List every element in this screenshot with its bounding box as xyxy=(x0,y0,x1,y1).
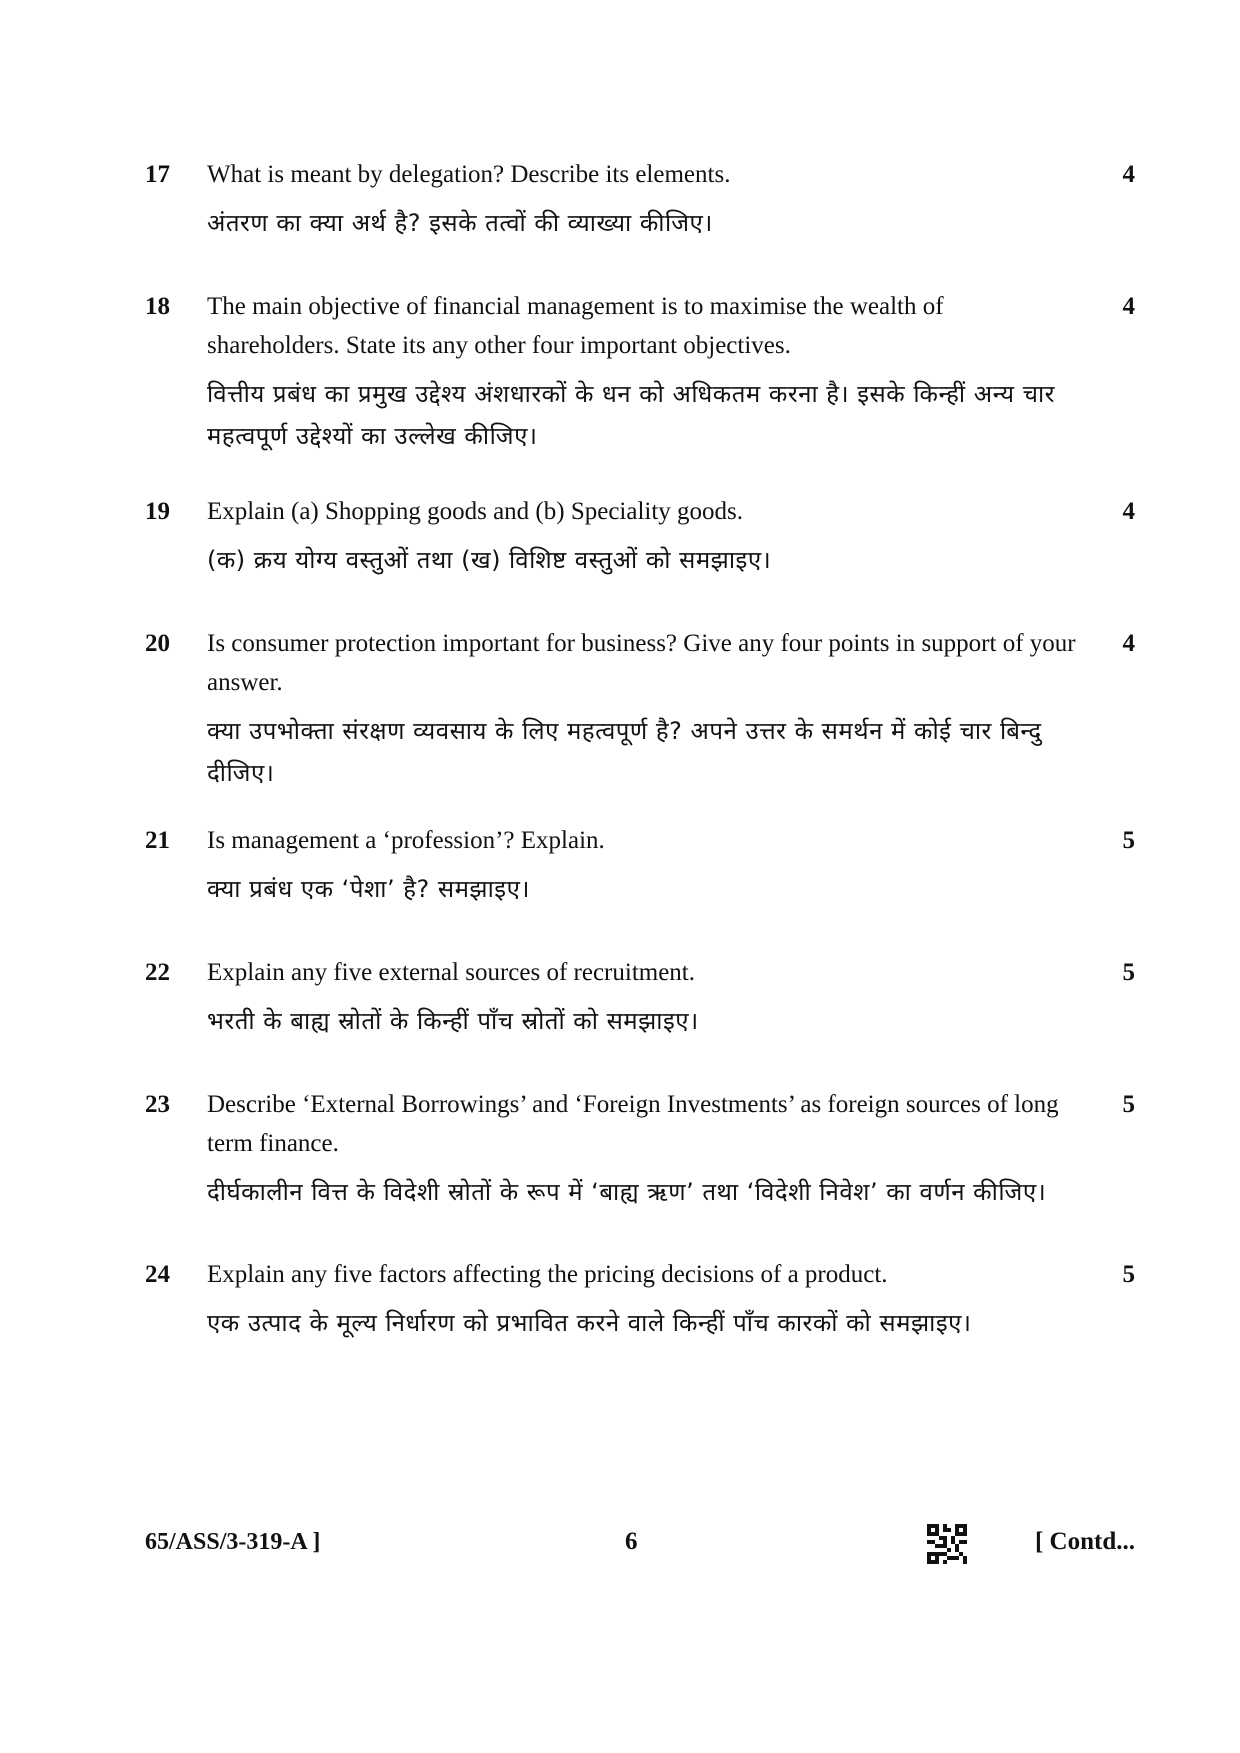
question-text-english: The main objective of financial management is to maximise the wealth of shareholders. State its any other four important objectives. xyxy=(207,293,944,359)
question-text-english: Explain any five factors affecting the pricing decisions of a product. xyxy=(207,1261,888,1288)
question-text-english: Explain (a) Shopping goods and (b) Speciality goods. xyxy=(207,498,744,525)
question-18 xyxy=(145,287,1135,457)
question-text-hindi: भरती के बाह्य स्रोतों के किन्हीं पाँच स्रोतों को समझाइए। xyxy=(207,1007,699,1035)
question-text-english: Is consumer protection important for business? Give any four points in support of your answer. xyxy=(207,630,1076,696)
question-marks: 4 xyxy=(1122,293,1135,320)
question-number: 19 xyxy=(145,498,170,525)
question-19 xyxy=(145,492,1135,581)
question-text-hindi: क्या प्रबंध एक ‘पेशा’ है? समझाइए। xyxy=(207,875,530,903)
question-number: 23 xyxy=(145,1091,170,1118)
question-text-hindi: वित्तीय प्रबंध का प्रमुख उद्देश्य अंशधारकों के धन को अधिकतम करना है। इसके किन्हीं अन्य चार महत्वपूर्ण उद्देश्यों का उल्लेख कीजिए। xyxy=(207,380,1055,450)
question-marks: 5 xyxy=(1122,959,1135,986)
question-number: 24 xyxy=(145,1261,170,1288)
question-text-english: Describe ‘External Borrowings’ and ‘Foreign Investments’ as foreign sources of long term finance. xyxy=(207,1091,1059,1157)
question-24 xyxy=(145,1255,1135,1344)
question-text-hindi: क्या उपभोक्ता संरक्षण व्यवसाय के लिए महत्वपूर्ण है? अपने उत्तर के समर्थन में कोई चार बिन्दु दीजिए। xyxy=(207,717,1042,787)
page-number: 6 xyxy=(625,1528,638,1555)
question-text-english: Is management a ‘profession’? Explain. xyxy=(207,827,605,854)
question-text-english: What is meant by delegation? Describe its elements. xyxy=(207,161,731,188)
continued-label: [ Contd... xyxy=(1034,1528,1135,1555)
question-number: 18 xyxy=(145,293,170,320)
question-number: 17 xyxy=(145,161,170,188)
question-marks: 4 xyxy=(1122,498,1135,525)
question-marks: 4 xyxy=(1122,630,1135,657)
question-21 xyxy=(145,821,1135,910)
question-marks: 4 xyxy=(1122,161,1135,188)
question-text-hindi: (क) क्रय योग्य वस्तुओं तथा (ख) विशिष्ट वस्तुओं को समझाइए। xyxy=(207,546,772,574)
question-number: 21 xyxy=(145,827,170,854)
question-number: 22 xyxy=(145,959,170,986)
question-20 xyxy=(145,624,1135,794)
question-text-hindi: दीर्घकालीन वित्त के विदेशी स्रोतों के रूप में ‘बाह्य ऋण’ तथा ‘विदेशी निवेश’ का वर्णन कीजिए। xyxy=(207,1178,1047,1206)
question-marks: 5 xyxy=(1122,827,1135,854)
question-marks: 5 xyxy=(1122,1091,1135,1118)
question-22 xyxy=(145,953,1135,1042)
page-footer xyxy=(145,1522,1135,1562)
question-number: 20 xyxy=(145,630,170,657)
question-23 xyxy=(145,1085,1135,1213)
qr-code-icon xyxy=(927,1524,967,1564)
question-marks: 5 xyxy=(1122,1261,1135,1288)
question-17 xyxy=(145,155,1135,244)
question-text-english: Explain any five external sources of recruitment. xyxy=(207,959,696,986)
question-text-hindi: अंतरण का क्या अर्थ है? इसके तत्वों की व्याख्या कीजिए। xyxy=(207,209,713,237)
paper-code: 65/ASS/3-319-A ] xyxy=(145,1529,321,1555)
question-text-hindi: एक उत्पाद के मूल्य निर्धारण को प्रभावित करने वाले किन्हीं पाँच कारकों को समझाइए। xyxy=(207,1309,972,1337)
